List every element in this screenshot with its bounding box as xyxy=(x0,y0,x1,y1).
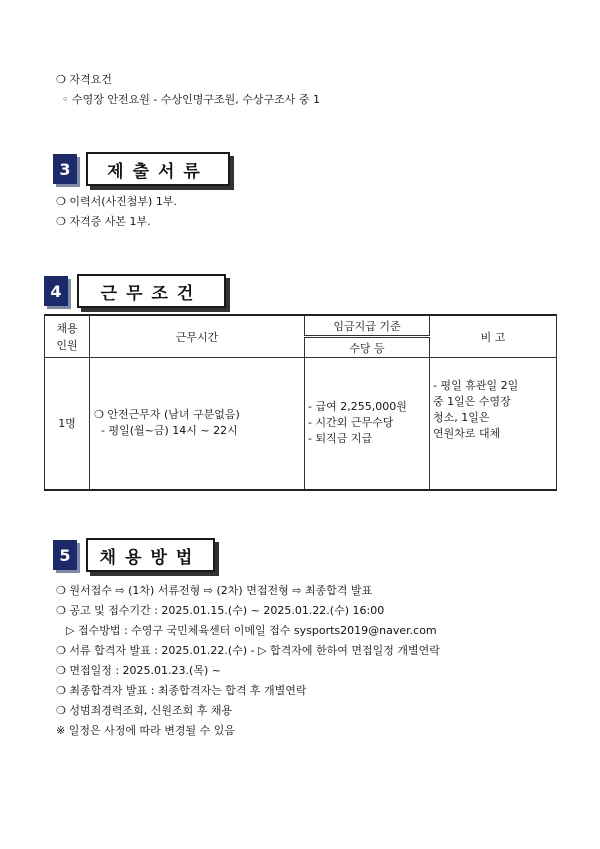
note-line-3: 청소, 1일은 xyxy=(433,411,490,424)
section-number: 5 xyxy=(53,540,77,570)
header-allowance: 수당 등 xyxy=(305,337,430,358)
wage-line-1: - 급여 2,255,000원 xyxy=(308,400,407,414)
note-line-4: 연원차로 대체 xyxy=(433,427,501,440)
table-header-row xyxy=(45,315,557,337)
list-item: ❍ 성범죄경력조회, 신원조회 후 채용 xyxy=(56,704,233,717)
section-title: 제출서류 xyxy=(86,152,230,186)
section-3-header xyxy=(53,152,243,186)
header-work-hours: 근무시간 xyxy=(90,315,305,358)
section-number: 4 xyxy=(44,276,68,306)
list-item: ❍ 자격증 사본 1부. xyxy=(56,215,151,228)
qualification-detail: ◦ 수영장 안전요원 - 수상인명구조원, 수상구조사 중 1 xyxy=(62,93,320,106)
cell-hire-count: 1명 xyxy=(45,358,90,490)
header-hire-line-1: 채용 xyxy=(56,321,78,335)
list-item: ❍ 최종합격자 발표 : 최종합격자는 합격 후 개별연락 xyxy=(56,684,307,697)
section-number: 3 xyxy=(53,154,77,184)
wage-line-3: - 퇴직금 지급 xyxy=(308,432,373,446)
header-hire-count xyxy=(45,315,90,358)
section-5-header xyxy=(53,538,243,572)
work-conditions-table xyxy=(44,314,557,491)
hours-line-1: ❍ 안전근무자 (남녀 구분없음) xyxy=(94,408,240,422)
section-4-header xyxy=(44,274,244,308)
list-item: ❍ 공고 및 접수기간 : 2025.01.15.(수) ~ 2025.01.22.(수) 16:00 xyxy=(56,604,385,617)
table-row xyxy=(45,358,557,490)
cell-wage xyxy=(305,358,430,490)
wage-line-2: - 시간외 근무수당 xyxy=(308,416,394,430)
qualification-heading: ❍ 자격요건 xyxy=(56,73,112,86)
list-item: ❍ 서류 합격자 발표 : 2025.01.22.(수) - ▷ 합격자에 한하여 면접일정 개별연락 xyxy=(56,644,440,657)
section-title: 근무조건 xyxy=(77,274,226,308)
list-item: ▷ 접수방법 : 수영구 국민체육센터 이메일 접수 sysports2019@naver.com xyxy=(66,624,437,637)
list-item: ※ 일정은 사정에 따라 변경될 수 있음 xyxy=(56,724,235,737)
section-title: 채용방법 xyxy=(86,538,215,572)
list-item: ❍ 이력서(사진첨부) 1부. xyxy=(56,195,177,208)
header-wage-basis: 임금지급 기준 xyxy=(305,315,430,337)
note-line-2: 중 1일은 수영장 xyxy=(433,395,511,408)
cell-work-hours xyxy=(90,358,305,490)
list-item: ❍ 원서접수 ⇨ (1차) 서류전형 ⇨ (2차) 면접전형 ⇨ 최종합격 발표 xyxy=(56,584,373,597)
cell-note xyxy=(430,358,557,490)
header-hire-line-2: 인원 xyxy=(56,338,78,352)
hours-line-2: - 평일(월~금) 14시 ~ 22시 xyxy=(94,424,238,438)
list-item: ❍ 면접일정 : 2025.01.23.(목) ~ xyxy=(56,664,221,677)
header-note: 비 고 xyxy=(430,315,557,358)
note-line-1: - 평일 휴관일 2일 xyxy=(433,379,519,392)
